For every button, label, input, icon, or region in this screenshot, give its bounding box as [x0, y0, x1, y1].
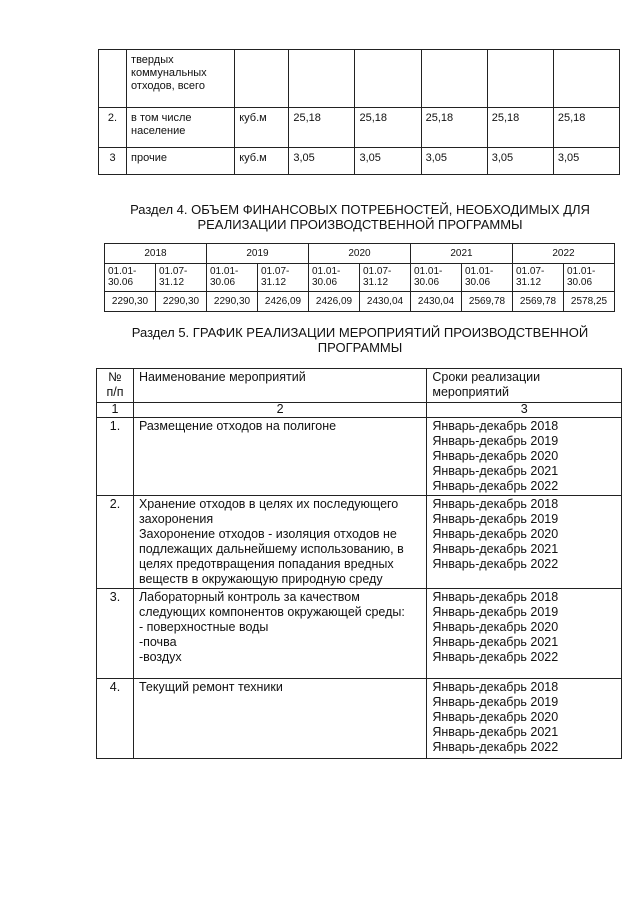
period-cell: 01.01-30.06 — [207, 264, 258, 292]
row-unit: куб.м — [235, 148, 289, 175]
schedule-table — [96, 368, 622, 759]
row-value — [421, 50, 487, 108]
row-value: 25,18 — [487, 108, 553, 148]
index-row — [97, 403, 622, 418]
year-header: 2018 — [105, 244, 207, 264]
row-term: Январь-декабрь 2018 Январь-декабрь 2019 Январь-декабрь 2020 Январь-декабрь 2021 Январь-декабрь 2022 — [427, 679, 622, 759]
index-cell: 1 — [97, 403, 134, 418]
row-unit: куб.м — [235, 108, 289, 148]
volumes-table — [98, 49, 620, 175]
table-row — [99, 108, 620, 148]
row-value: 25,18 — [421, 108, 487, 148]
row-value: 25,18 — [355, 108, 421, 148]
period-cell: 01.07-31.12 — [513, 264, 564, 292]
row-name: прочие — [127, 148, 235, 175]
value-cell: 2426,09 — [258, 292, 309, 312]
year-header: 2019 — [207, 244, 309, 264]
row-value: 3,05 — [289, 148, 355, 175]
header-num: № п/п — [97, 369, 134, 403]
row-unit — [235, 50, 289, 108]
row-value: 3,05 — [553, 148, 619, 175]
period-cell: 01.01-30.06 — [462, 264, 513, 292]
value-cell: 2430,04 — [360, 292, 411, 312]
row-name: Лабораторный контроль за качеством следующих компонентов окружающей среды: - поверхностные воды -почва -воздух — [133, 589, 426, 679]
period-cell: 01.01-30.06 — [564, 264, 615, 292]
header-name: Наименование мероприятий — [133, 369, 426, 403]
row-number — [99, 50, 127, 108]
row-value: 25,18 — [553, 108, 619, 148]
period-cell: 01.07-31.12 — [156, 264, 207, 292]
year-header: 2020 — [309, 244, 411, 264]
row-name: твердых коммунальных отходов, всего — [127, 50, 235, 108]
row-name: в том числе население — [127, 108, 235, 148]
section-4-title: Раздел 4. ОБЪЕМ ФИНАНСОВЫХ ПОТРЕБНОСТЕЙ, НЕОБХОДИМЫХ ДЛЯ РЕАЛИЗАЦИИ ПРОИЗВОДСТВЕННОЙ ПРОГРАММЫ — [130, 202, 590, 232]
section-5-title: Раздел 5. ГРАФИК РЕАЛИЗАЦИИ МЕРОПРИЯТИЙ ПРОИЗВОДСТВЕННОЙ ПРОГРАММЫ — [131, 325, 589, 355]
table-row — [99, 148, 620, 175]
row-term: Январь-декабрь 2018 Январь-декабрь 2019 Январь-декабрь 2020 Январь-декабрь 2021 Январь-декабрь 2022 — [427, 496, 622, 589]
table-row — [97, 679, 622, 759]
row-number: 3. — [97, 589, 134, 679]
row-value: 3,05 — [421, 148, 487, 175]
row-number: 2. — [97, 496, 134, 589]
row-number: 4. — [97, 679, 134, 759]
year-header: 2021 — [411, 244, 513, 264]
table-row — [97, 418, 622, 496]
row-name: Текущий ремонт техники — [133, 679, 426, 759]
period-cell: 01.01-30.06 — [105, 264, 156, 292]
year-header: 2022 — [513, 244, 615, 264]
periods-row — [105, 264, 615, 292]
value-cell: 2290,30 — [156, 292, 207, 312]
row-number: 1. — [97, 418, 134, 496]
row-value: 3,05 — [355, 148, 421, 175]
period-cell: 01.01-30.06 — [411, 264, 462, 292]
index-cell: 3 — [427, 403, 622, 418]
value-cell: 2290,30 — [207, 292, 258, 312]
finance-table — [104, 243, 615, 312]
index-cell: 2 — [133, 403, 426, 418]
table-row — [97, 589, 622, 679]
row-value — [289, 50, 355, 108]
table-row — [99, 50, 620, 108]
value-cell: 2290,30 — [105, 292, 156, 312]
row-value — [553, 50, 619, 108]
value-cell: 2430,04 — [411, 292, 462, 312]
values-row — [105, 292, 615, 312]
period-cell: 01.01-30.06 — [309, 264, 360, 292]
table-row — [97, 496, 622, 589]
row-value: 25,18 — [289, 108, 355, 148]
value-cell: 2569,78 — [462, 292, 513, 312]
period-cell: 01.07-31.12 — [258, 264, 309, 292]
row-value — [355, 50, 421, 108]
row-name: Хранение отходов в целях их последующего захоронения Захоронение отходов - изоляция отходов не подлежащих дальнейшему использованию, в целях предотвращения попадания вредных веществ в окружающую природную среду — [133, 496, 426, 589]
row-number: 3 — [99, 148, 127, 175]
row-value — [487, 50, 553, 108]
value-cell: 2426,09 — [309, 292, 360, 312]
row-term: Январь-декабрь 2018 Январь-декабрь 2019 Январь-декабрь 2020 Январь-декабрь 2021 Январь-декабрь 2022 — [427, 418, 622, 496]
header-term: Сроки реализации мероприятий — [427, 369, 622, 403]
years-row — [105, 244, 615, 264]
row-name: Размещение отходов на полигоне — [133, 418, 426, 496]
row-term: Январь-декабрь 2018 Январь-декабрь 2019 Январь-декабрь 2020 Январь-декабрь 2021 Январь-декабрь 2022 — [427, 589, 622, 679]
value-cell: 2569,78 — [513, 292, 564, 312]
row-number: 2. — [99, 108, 127, 148]
row-value: 3,05 — [487, 148, 553, 175]
period-cell: 01.07-31.12 — [360, 264, 411, 292]
value-cell: 2578,25 — [564, 292, 615, 312]
header-row — [97, 369, 622, 403]
